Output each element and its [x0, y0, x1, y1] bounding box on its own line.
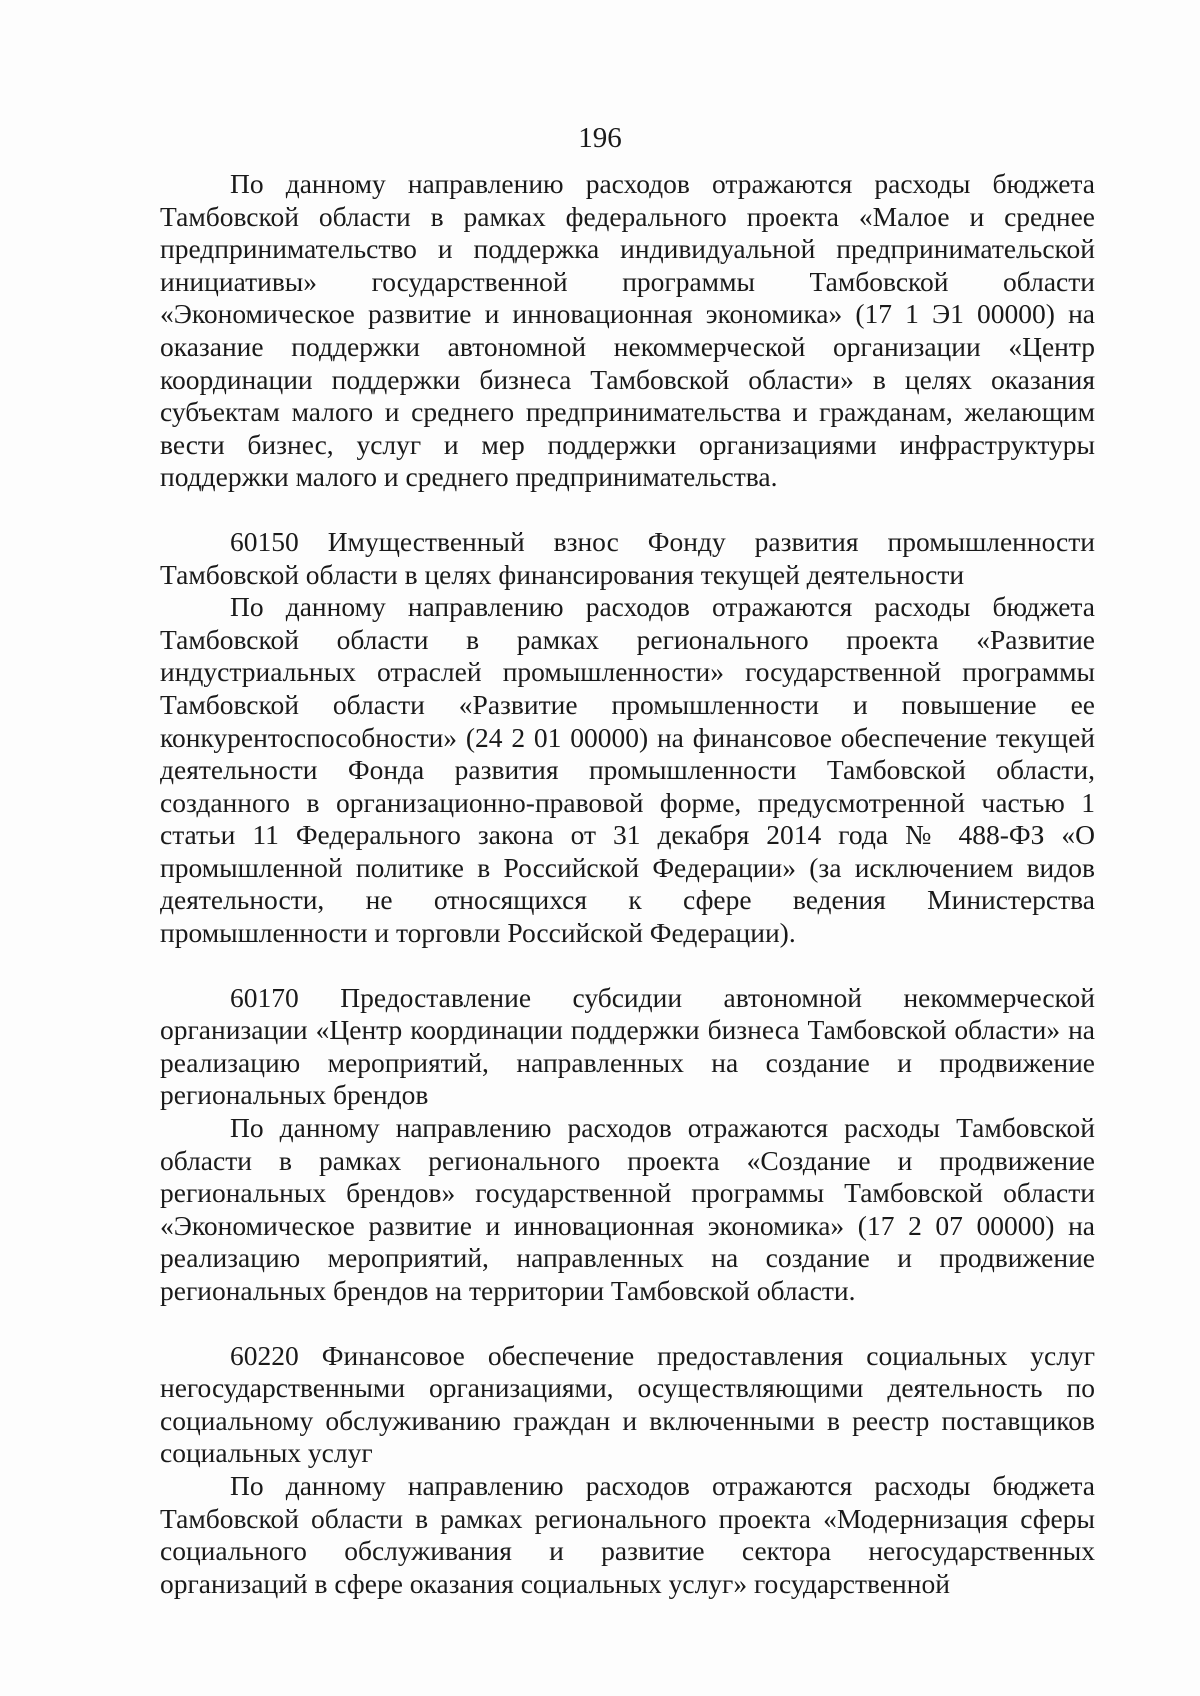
heading-60150: 60150 Имущественный взнос Фонду развития промышленности Тамбовской области в целях финансирования текущей деятельности [160, 525, 1095, 590]
paragraph-60150-description: По данному направлению расходов отражаются расходы бюджета Тамбовской области в рамках регионального проекта «Развитие индустриальных отраслей промышленности» государственной программы Тамбовской области «Развитие промышленности и повышение ее конкурентоспособности» (24 2 01 00000) на финансовое обеспечение текущей деятельности Фонда развития промышленности Тамбовской области, созданного в организационно-правовой форме, предусмотренной частью 1 статьи 11 Федерального закона от 31 декабря 2014 года № 488-ФЗ «О промышленной политике в Российской Федерации» (за исключением видов деятельности, не относящихся к сфере ведения Министерства промышленности и торговли Российской Федерации). [160, 591, 1095, 949]
paragraph-60170-description: По данному направлению расходов отражаются расходы Тамбовской области в рамках регионального проекта «Создание и продвижение региональных брендов» государственной программы Тамбовской области «Экономическое развитие и инновационная экономика» (17 2 07 00000) на реализацию мероприятий, направленных на создание и продвижение региональных брендов на территории Тамбовской области. [160, 1112, 1095, 1306]
paragraph-intro-expenses: По данному направлению расходов отражаются расходы бюджета Тамбовской области в рамках федерального проекта «Малое и среднее предпринимательство и поддержка индивидуальной предпринимательской инициативы» государственной программы Тамбовской области «Экономическое развитие и инновационная экономика» (17 1 Э1 00000) на оказание поддержки автономной некоммерческой организации «Центр координации поддержки бизнеса Тамбовской области» в целях оказания субъектам малого и среднего предпринимательства и гражданам, желающим вести бизнес, услуг и мер поддержки организациями инфраструктуры поддержки малого и среднего предпринимательства. [160, 168, 1095, 493]
page-number: 196 [578, 122, 622, 154]
heading-60220: 60220 Финансовое обеспечение предоставления социальных услуг негосударственными организациями, осуществляющими деятельность по социальному обслуживанию граждан и включенными в реестр поставщиков социальных услуг [160, 1339, 1095, 1469]
heading-60170: 60170 Предоставление субсидии автономной некоммерческой организации «Центр координации поддержки бизнеса Тамбовской области» на реализацию мероприятий, направленных на создание и продвижение региональных брендов [160, 981, 1095, 1111]
document-body [160, 168, 1095, 1600]
paragraph-60220-description: По данному направлению расходов отражаются расходы бюджета Тамбовской области в рамках регионального проекта «Модернизация сферы социального обслуживания и развитие сектора негосударственных организаций в сфере оказания социальных услуг» государственной [160, 1469, 1095, 1599]
